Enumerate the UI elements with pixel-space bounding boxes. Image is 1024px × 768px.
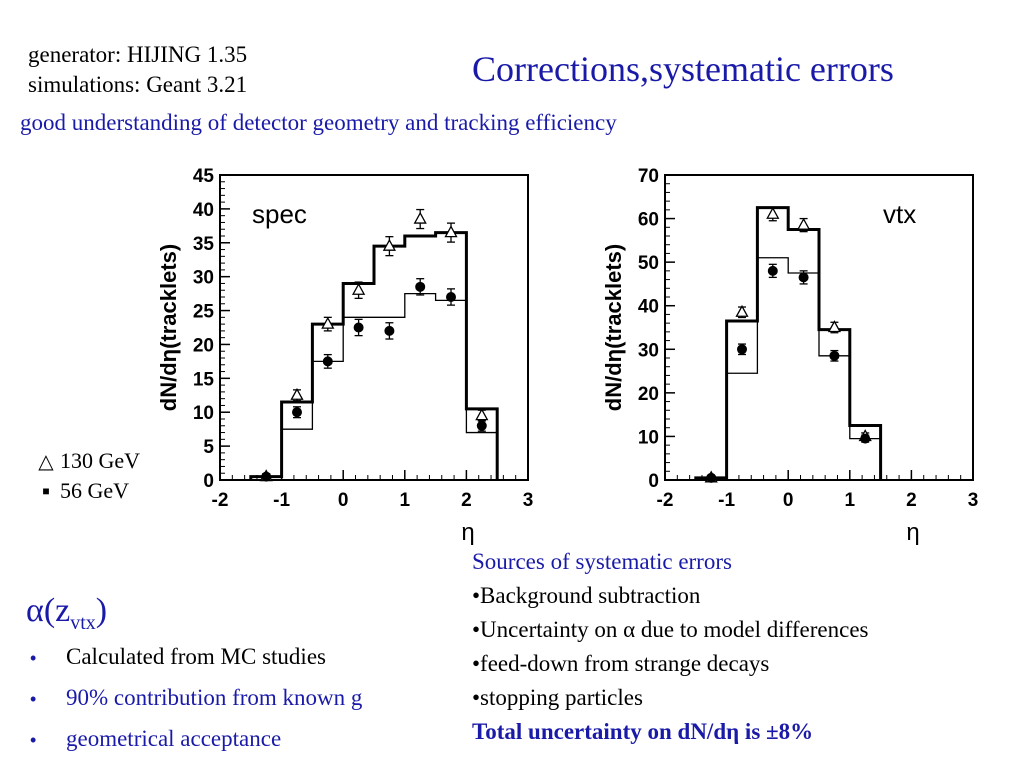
- bullet-icon: •: [30, 648, 37, 668]
- list-item: [30, 685, 362, 726]
- data-point-circle: [415, 282, 425, 292]
- generator-info: [28, 40, 247, 100]
- data-point-triangle: [476, 410, 487, 420]
- x-tick-label: -2: [656, 490, 674, 511]
- generator-label: generator: HIJING 1.35: [28, 42, 248, 67]
- list-item: [30, 644, 362, 685]
- histogram-line: [696, 258, 881, 480]
- data-point-circle: [446, 292, 456, 302]
- alpha-heading: [26, 592, 107, 635]
- x-axis-label: η: [461, 519, 475, 545]
- x-tick-label: -2: [211, 490, 229, 511]
- data-point-circle: [860, 434, 870, 444]
- y-tick-label: 70: [637, 166, 659, 187]
- data-point-circle: [261, 472, 271, 482]
- bullet-icon: •: [30, 730, 37, 750]
- bullet-icon: •: [30, 689, 37, 709]
- y-axis-label: dN/dη(tracklets): [156, 243, 181, 412]
- y-tick-label: 40: [192, 199, 214, 221]
- y-tick-label: 20: [637, 383, 659, 405]
- x-tick-label: 2: [461, 490, 472, 511]
- legend-item-56gev: [32, 478, 140, 504]
- y-tick-label: 10: [192, 403, 214, 425]
- data-point-circle: [706, 473, 716, 483]
- data-point-triangle: [829, 322, 840, 332]
- y-tick-label: 15: [192, 369, 214, 391]
- legend: [32, 448, 140, 504]
- panel-label: vtx: [883, 199, 917, 229]
- alpha-heading-text: α(z: [26, 592, 71, 629]
- source-item: •stopping particles: [472, 685, 643, 710]
- data-point-circle: [384, 326, 394, 336]
- x-tick-label: 1: [399, 490, 411, 511]
- x-tick-label: 0: [782, 490, 794, 511]
- source-item: •Uncertainty on α due to model differences: [472, 617, 869, 642]
- x-tick-label: 3: [522, 490, 534, 511]
- data-point-circle: [323, 356, 333, 366]
- y-tick-label: 30: [192, 267, 214, 289]
- chart-vtx: [575, 160, 995, 545]
- legend-label: 130 GeV: [60, 448, 141, 473]
- x-tick-label: 0: [337, 490, 349, 511]
- panel-label: spec: [252, 199, 307, 229]
- y-tick-label: 45: [192, 166, 214, 187]
- data-point-triangle: [292, 389, 303, 399]
- y-tick-label: 0: [203, 471, 214, 492]
- source-item: •Background subtraction: [472, 583, 701, 608]
- legend-label: 56 GeV: [60, 478, 130, 503]
- triangle-icon: △: [38, 450, 54, 473]
- alpha-heading-sub: vtx: [70, 611, 96, 634]
- total-uncertainty: Total uncertainty on dN/dη is ±8%: [472, 719, 814, 744]
- y-axis-label: dN/dη(tracklets): [601, 243, 626, 412]
- systematic-sources: [472, 545, 869, 749]
- histogram-line: [251, 294, 497, 480]
- data-point-triangle: [737, 306, 748, 316]
- y-tick-label: 20: [192, 335, 214, 357]
- y-tick-label: 25: [192, 301, 214, 323]
- x-tick-label: -1: [273, 490, 291, 511]
- legend-item-130gev: [32, 448, 140, 474]
- data-point-circle: [354, 323, 364, 333]
- simulations-label: simulations: Geant 3.21: [28, 72, 248, 97]
- page-title: Corrections,systematic errors: [472, 49, 894, 89]
- square-icon: ■: [42, 483, 50, 498]
- histogram-line: [251, 233, 497, 480]
- data-point-triangle: [767, 208, 778, 218]
- bullet-text: geometrical acceptance: [66, 726, 282, 751]
- source-item: •feed-down from strange decays: [472, 651, 770, 676]
- y-tick-label: 40: [637, 296, 659, 318]
- data-point-circle: [737, 344, 747, 354]
- alpha-heading-close: ): [95, 592, 108, 629]
- data-point-circle: [477, 421, 487, 431]
- data-point-circle: [292, 407, 302, 417]
- x-tick-label: -1: [718, 490, 736, 511]
- list-item: [30, 726, 362, 767]
- page-subtitle: good understanding of detector geometry and tracking efficiency: [20, 110, 617, 135]
- x-axis-label: η: [906, 519, 920, 545]
- x-tick-label: 1: [844, 490, 856, 511]
- chart-spec: [130, 160, 550, 545]
- data-point-circle: [768, 266, 778, 276]
- y-tick-label: 35: [192, 233, 214, 255]
- alpha-bullets: [30, 644, 362, 767]
- y-tick-label: 5: [203, 437, 214, 459]
- y-tick-label: 50: [637, 253, 659, 275]
- x-tick-label: 2: [906, 490, 917, 511]
- bullet-text: Calculated from MC studies: [66, 644, 326, 669]
- data-point-triangle: [353, 284, 364, 294]
- y-tick-label: 30: [637, 340, 659, 362]
- bullet-text: 90% contribution from known g: [66, 685, 363, 710]
- y-tick-label: 60: [637, 209, 659, 231]
- data-point-triangle: [415, 213, 426, 223]
- x-tick-label: 3: [967, 490, 979, 511]
- y-tick-label: 10: [637, 427, 659, 449]
- data-point-triangle: [798, 219, 809, 229]
- sources-heading: Sources of systematic errors: [472, 549, 732, 574]
- data-point-circle: [829, 351, 839, 361]
- y-tick-label: 0: [648, 471, 659, 492]
- data-point-circle: [799, 272, 809, 282]
